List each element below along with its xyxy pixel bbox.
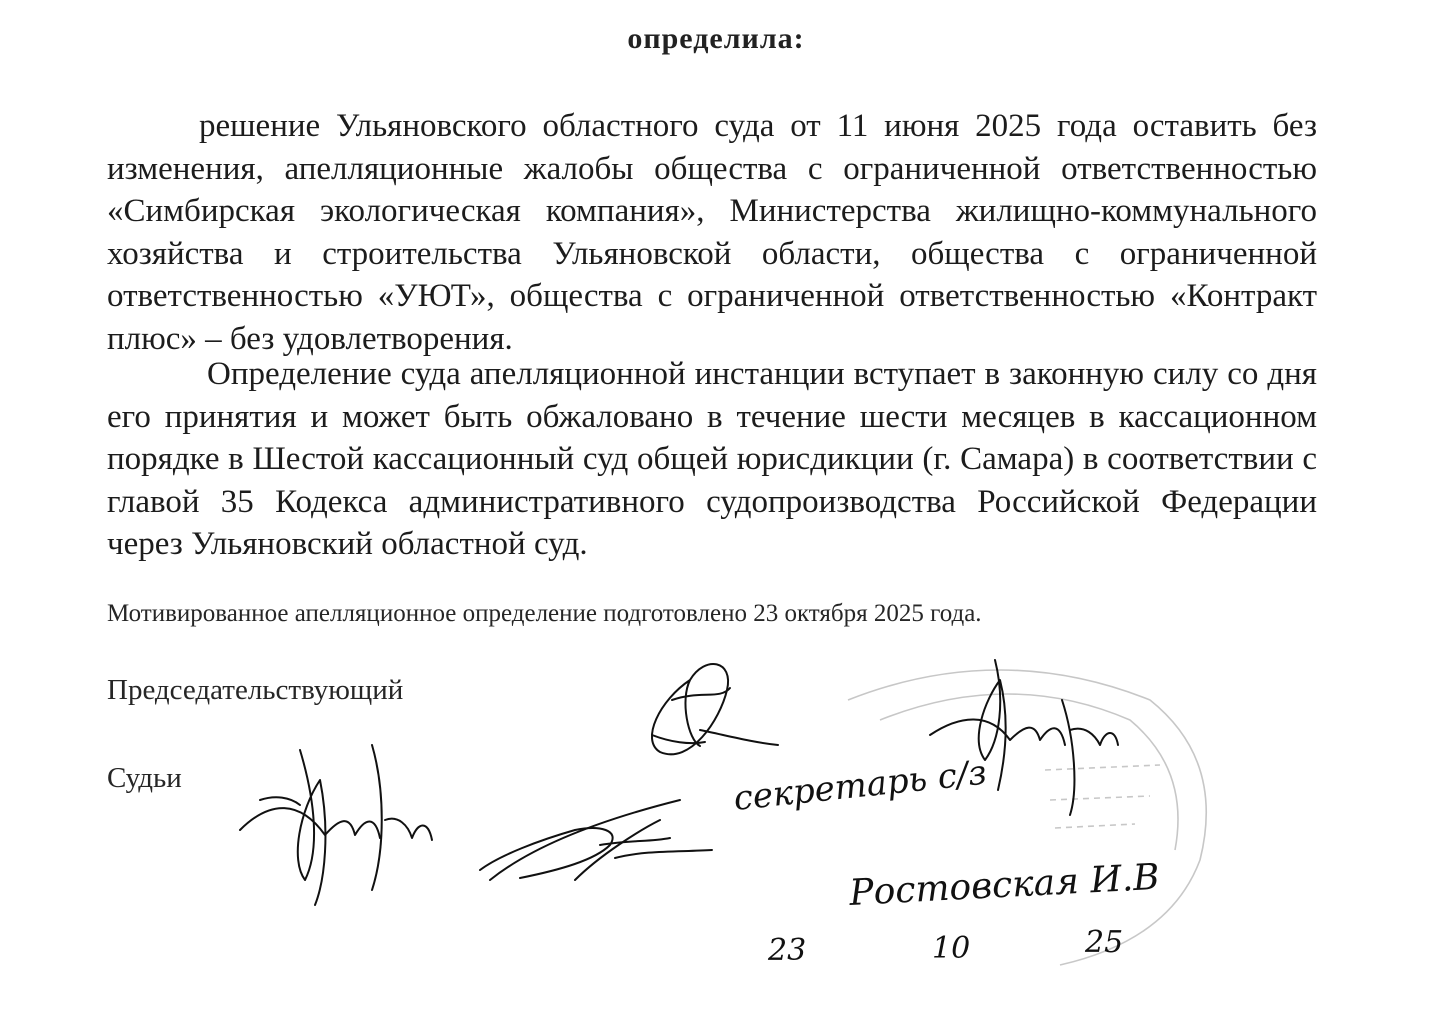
secretary-annotation (732, 753, 1161, 968)
judges-label: Судьи (107, 762, 182, 794)
decision-heading: определила: (627, 22, 805, 55)
judge-signature-right (930, 660, 1118, 815)
judge-signature-middle (480, 800, 712, 880)
secretary-handwritten: секретарь с/з (731, 752, 989, 819)
ruling-paragraph-2-text: Определение суда апелляционной инстанции вступает в законную силу со дня его принятия и может быть обжаловано в течение шести месяцев в кассационном порядке в Шестой кассационный суд общей юрисдикции (г. Самара) в соответствии с главой 35 Кодекса административного судопроизводства Российской Федерации через Ульяновский областной суд. (107, 356, 1317, 562)
ruling-paragraph-2 (107, 353, 1317, 566)
date-day-handwritten: 23 (768, 933, 807, 968)
date-year-handwritten: 25 (1085, 925, 1124, 960)
presiding-judge-signature (652, 664, 778, 754)
ruling-paragraph-1 (107, 105, 1317, 360)
court-stamp (848, 670, 1206, 965)
presiding-judge-label: Председательствующий (107, 674, 404, 706)
motivated-decision-note: Мотивированное апелляционное определение подготовлено 23 октября 2025 года. (107, 600, 982, 627)
ruling-paragraph-1-text: решение Ульяновского областного суда от 11 июня 2025 года оставить без изменения, апелляционные жалобы общества с ограниченной ответственностью «Симбирская экологическая компания», Министерства жилищно-коммунального хозяйства и строительства Ульяновской области, общества с ограниченной ответственностью «УЮТ», общества с ограниченной ответственностью «Контракт плюс» – без удовлетворения. (107, 108, 1317, 357)
date-month-handwritten: 10 (932, 931, 971, 966)
secretary-name-handwritten: Ростовская И.В (848, 856, 1161, 914)
judge-signature-left (240, 745, 432, 905)
